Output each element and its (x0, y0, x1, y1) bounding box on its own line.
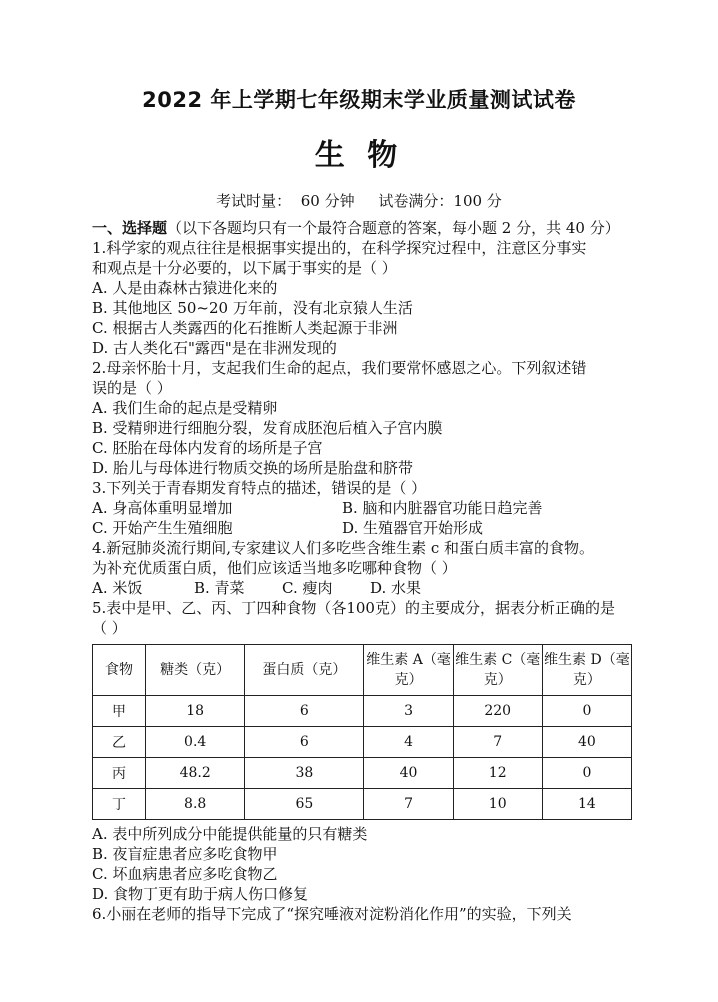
section-heading (92, 218, 634, 238)
q4-options (92, 578, 634, 598)
q1-stem-line2: 和观点是十分必要的，以下属于事实的是（ ） (92, 259, 397, 277)
table-cell: 0 (542, 696, 631, 727)
q3-option-d: D. 生殖器官开始形成 (342, 519, 484, 537)
q2-option-b: B. 受精卵进行细胞分裂，发育成胚泡后植入子宫内膜 (92, 419, 443, 437)
q3-option-b: B. 脑和内脏器官功能日趋完善 (342, 499, 543, 517)
q2-option-a: A. 我们生命的起点是受精卵 (92, 399, 278, 417)
table-cell: 40 (364, 758, 453, 789)
table-header-cell: 维生素 A（毫克） (364, 645, 453, 696)
table-cell: 14 (542, 789, 631, 820)
subject-name: 生 物 (314, 138, 404, 173)
q4-option-c: C. 瘦肉 (282, 579, 333, 597)
q5-stem-line1: 5.表中是甲、乙、丙、丁四种食物（各100克）的主要成分，据表分析正确的是 (92, 599, 615, 617)
table-cell: 3 (364, 696, 453, 727)
table-cell: 12 (453, 758, 542, 789)
table-cell: 48.2 (146, 758, 245, 789)
nutrition-table (92, 644, 632, 820)
q3-options-row2 (92, 518, 634, 538)
q3-option-c: C. 开始产生生殖细胞 (92, 519, 233, 537)
table-cell: 4 (364, 727, 453, 758)
q4-stem-line2: 为补充优质蛋白质，他们应该适当地多吃哪种食物（ ） (92, 559, 457, 577)
q1-option-b: B. 其他地区 50~20 万年前，没有北京猿人生活 (92, 299, 413, 317)
table-cell: 6 (245, 727, 364, 758)
table-header-cell: 糖类（克） (146, 645, 245, 696)
q4-option-b: B. 青菜 (194, 579, 245, 597)
q6-stem-line1: 6.小丽在老师的指导下完成了“探究唾液对淀粉消化作用”的实验，下列关 (92, 905, 572, 923)
table-cell: 7 (364, 789, 453, 820)
q1-option-a: A. 人是由森林古猿进化来的 (92, 279, 278, 297)
q4-option-d: D. 水果 (370, 579, 422, 597)
table-cell: 乙 (93, 727, 146, 758)
section-note: （以下各题均只有一个最符合题意的答案，每小题 2 分，共 40 分） (167, 219, 620, 237)
exam-content (92, 218, 634, 924)
q4-option-a: A. 米饭 (92, 579, 143, 597)
q4-stem-line1: 4.新冠肺炎流行期间,专家建议人们多吃些含维生素 c 和蛋白质丰富的食物。 (92, 539, 595, 557)
table-cell: 18 (146, 696, 245, 727)
q5-option-c: C. 坏血病患者应多吃食物乙 (92, 865, 278, 883)
table-row (93, 696, 632, 727)
table-header-cell: 食物 (93, 645, 146, 696)
table-cell: 65 (245, 789, 364, 820)
q1-stem-line1: 1.科学家的观点往往是根据事实提出的，在科学探究过程中，注意区分事实 (92, 239, 587, 257)
q2-stem-line2: 误的是（ ） (92, 379, 172, 397)
q5-option-b: B. 夜盲症患者应多吃食物甲 (92, 845, 278, 863)
table-cell: 0.4 (146, 727, 245, 758)
table-row (93, 758, 632, 789)
table-cell: 丙 (93, 758, 146, 789)
q2-option-d: D. 胎儿与母体进行物质交换的场所是胎盘和脐带 (92, 459, 414, 477)
q1-option-d: D. 古人类化石"露西"是在非洲发现的 (92, 339, 337, 357)
q3-option-a: A. 身高体重明显增加 (92, 499, 233, 517)
table-header-cell: 维生素 D（毫克） (542, 645, 631, 696)
table-cell: 10 (453, 789, 542, 820)
table-row (93, 727, 632, 758)
q2-stem-line1: 2.母亲怀胎十月，支起我们生命的起点，我们要常怀感恩之心。下列叙述错 (92, 359, 587, 377)
table-cell: 丁 (93, 789, 146, 820)
table-cell: 8.8 (146, 789, 245, 820)
table-cell: 6 (245, 696, 364, 727)
table-header-cell: 蛋白质（克） (245, 645, 364, 696)
table-row (93, 789, 632, 820)
q5-stem-line2: （ ） (92, 619, 127, 637)
q2-option-c: C. 胚胎在母体内发育的场所是子宫 (92, 439, 323, 457)
section-title: 一、选择题 (92, 219, 168, 237)
table-header-cell: 维生素 C（毫克） (453, 645, 542, 696)
q3-stem: 3.下列关于青春期发育特点的描述，错误的是（ ） (92, 479, 427, 497)
q1-option-c: C. 根据古人类露西的化石推断人类起源于非洲 (92, 319, 398, 337)
q5-option-d: D. 食物丁更有助于病人伤口修复 (92, 885, 309, 903)
table-header-row (93, 645, 632, 696)
exam-info: 考试时量： 60 分钟 试卷满分：100 分 (216, 192, 502, 210)
table-cell: 0 (542, 758, 631, 789)
table-cell: 甲 (93, 696, 146, 727)
table-cell: 40 (542, 727, 631, 758)
q3-options-row1 (92, 498, 634, 518)
exam-title: 2022 年上学期七年级期末学业质量测试试卷 (142, 88, 576, 112)
table-cell: 220 (453, 696, 542, 727)
q5-option-a: A. 表中所列成分中能提供能量的只有糖类 (92, 825, 368, 843)
table-cell: 7 (453, 727, 542, 758)
table-cell: 38 (245, 758, 364, 789)
